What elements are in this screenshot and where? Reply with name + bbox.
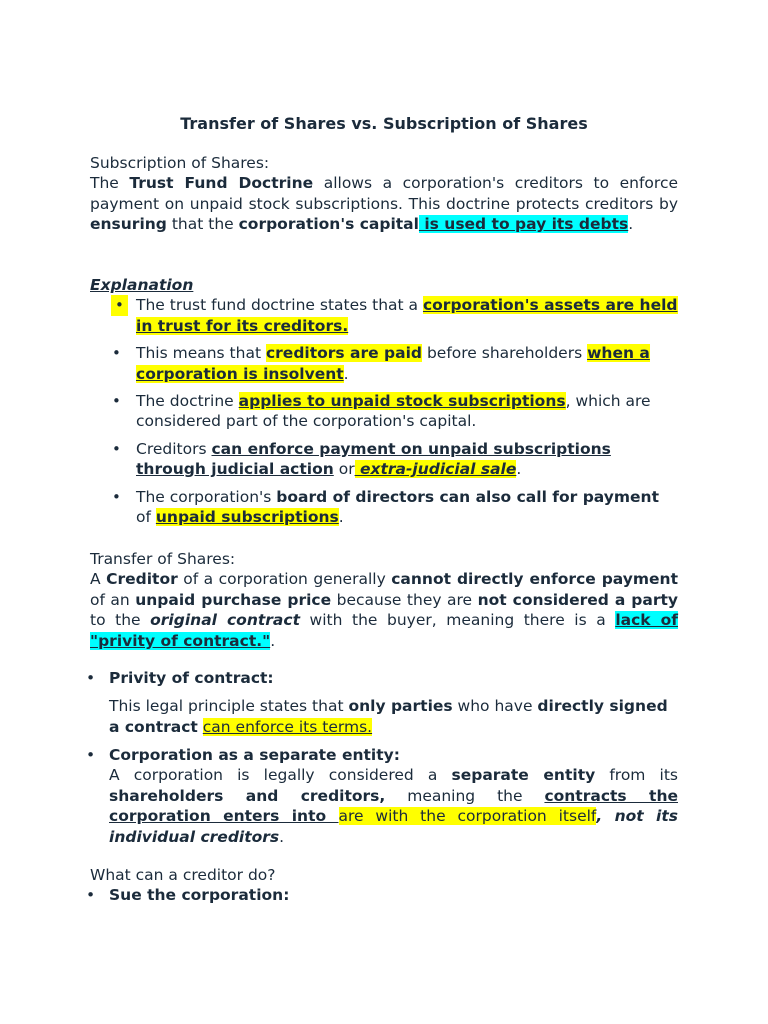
creditor-question: What can a creditor do? [90,866,276,884]
bullet-icon: • [112,392,121,411]
enforce-terms-highlight: can enforce its terms. [202,717,373,736]
text-run: . [628,215,634,234]
text-run: who have [452,697,538,716]
bullet-icon: • [112,439,121,458]
text-run: that the [166,215,239,234]
judicial-action-term: can enforce payment on unpaid subscriptions through judicial action [136,439,611,479]
text-run: A [90,570,107,589]
only-parties-term: only parties [348,697,453,716]
transfer-paragraph [90,569,678,651]
entity-description [90,765,678,847]
entity-heading: Corporation as a separate entity: [109,746,400,764]
text-run: to the [90,611,151,630]
text-run: . [516,460,522,479]
used-to-pay-debts-highlight: is used to pay its debts [418,215,629,234]
explanation-list [90,295,678,527]
text-run: or [333,460,355,479]
text-run: meaning the [385,786,545,805]
document-title: Transfer of Shares vs. Subscription of Shares [180,114,588,133]
unpaid-stock-subscriptions-highlight: applies to unpaid stock subscriptions [238,392,566,411]
text-run: Creditors [136,439,212,458]
creditor-term: Creditor [106,570,178,589]
entity-section [86,745,678,847]
cannot-enforce-term: cannot directly enforce payment [391,570,679,589]
bullet-icon: • [86,669,96,687]
sue-corporation-heading: Sue the corporation: [109,886,290,905]
text-run: allows a corporation's creditors to enforce payment on unpaid stock subscriptions. This doctrine protects creditors by [90,174,679,213]
subscription-paragraph [90,173,678,234]
explanation-item [90,439,678,480]
bullet-icon: • [112,344,121,363]
explanation-item [90,295,678,336]
text-run: The [90,174,130,193]
text-run: . [343,364,349,383]
privity-description [90,696,678,737]
subscription-heading: Subscription of Shares: [90,154,270,172]
text-run: , which are considered part of the corporation's capital. [136,392,651,431]
transfer-heading: Transfer of Shares: [90,550,236,568]
bullet-icon: • [112,487,121,506]
text-run: . [279,827,285,846]
bullet-icon: • [86,886,96,905]
text-run: of an [90,590,136,609]
privity-of-contract-highlight: lack of "privity of contract." [90,611,679,650]
explanation-item [90,487,678,528]
text-run: This means that [136,344,266,363]
not-a-party-term: not considered a party [477,590,678,609]
insolvent-highlight: when a corporation is insolvent [136,344,650,383]
ensuring-term: ensuring [90,215,167,234]
unpaid-purchase-price-term: unpaid purchase price [135,590,332,609]
corporations-capital-term: corporation's capital [238,215,419,234]
creditors-are-paid-highlight: creditors are paid [265,344,423,363]
original-contract-term: original contract [150,611,300,630]
bullet-icon: • [86,746,96,764]
text-run: A corporation is legally considered a [109,766,452,785]
text-run: . [270,631,276,650]
text-run: The trust fund doctrine states that a [136,296,423,315]
text-run: of [136,508,156,527]
not-individual-creditors-term: , not its individual creditors [109,807,678,846]
unpaid-subscriptions-highlight: unpaid subscriptions [155,508,339,527]
text-run: before shareholders [422,344,588,363]
text-run: . [338,508,344,527]
privity-heading: Privity of contract: [109,669,274,687]
explanation-heading: Explanation [90,276,194,294]
explanation-item [90,391,678,432]
bullet-icon: • [111,295,128,315]
text-run: This legal principle states that [109,697,349,716]
directly-signed-term: directly signed a contract [109,697,668,736]
with-corporation-itself-highlight: are with the corporation itself [338,807,597,826]
text-run: with the buyer, meaning there is a [299,611,616,630]
trust-fund-doctrine-term: Trust Fund Doctrine [129,174,314,193]
text-run: The doctrine [136,392,239,411]
assets-held-in-trust-highlight: corporation's assets are held in trust for its creditors. [136,296,678,335]
explanation-item [90,343,678,384]
explanation-section [90,275,678,527]
separate-entity-term: separate entity [451,766,596,785]
shareholders-creditors-term: shareholders and creditors, [109,786,386,805]
contracts-enters-into-term: contracts the corporation enters into [109,786,678,826]
privity-section [86,668,678,737]
extra-judicial-sale-highlight: extra-judicial sale [354,460,517,479]
text-run: The corporation's [136,487,277,506]
transfer-section [90,549,678,651]
text-run: from its [595,766,678,785]
board-of-directors-term: board of directors can also call for payment [276,487,659,506]
subscription-section [90,153,678,235]
entity-item [86,745,678,765]
text-run: of a corporation generally [177,570,392,589]
creditor-section [86,865,678,906]
text-run: because they are [331,590,478,609]
creditor-item [86,885,678,905]
privity-item [86,668,678,688]
